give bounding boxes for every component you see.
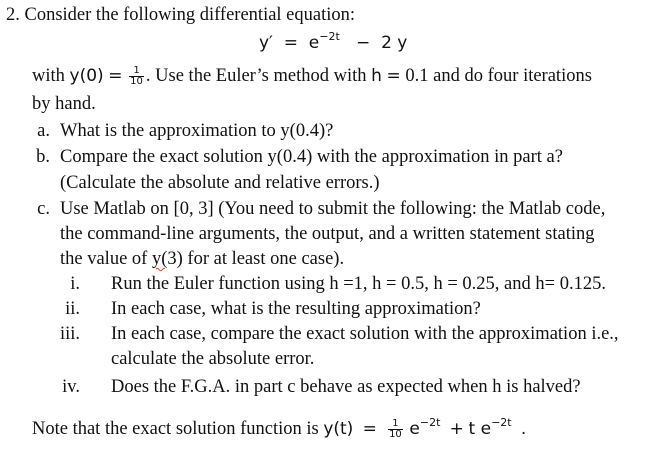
eq-term1-exponent: −2t xyxy=(319,30,340,43)
iteration-instruction: 0.1 and do four iterations xyxy=(405,66,592,86)
note-frac-num: 1 xyxy=(388,419,403,430)
eq-term2: 2 y xyxy=(381,33,408,53)
subpart-iii-text: In each case, compare the exact solution with the approximation i.e., xyxy=(111,324,619,344)
initial-frac-num: 1 xyxy=(129,66,144,77)
spellcheck-underline: y( xyxy=(151,249,168,269)
note-plus: + xyxy=(449,419,464,439)
part-b-marker: b. xyxy=(36,147,50,167)
part-a-text: What is the approximation to y(0.4)? xyxy=(60,121,334,141)
euler-instruction: . Use the Euler’s method with xyxy=(145,66,367,86)
subpart-iii-continuation: calculate the absolute error. xyxy=(111,349,315,369)
eq-term1: e xyxy=(308,33,320,53)
subpart-iii-marker: iii. xyxy=(59,324,80,344)
subpart-iv-text: Does the F.G.A. in part c behave as expected when h is halved? xyxy=(111,377,581,397)
problem-intro: Consider the following differential equation: xyxy=(24,5,356,25)
note-fraction xyxy=(388,419,403,440)
part-c-line1: Use Matlab on [0, 3] (You need to submit the following: the Matlab code, xyxy=(60,199,606,219)
initial-frac-den: 10 xyxy=(130,76,143,88)
subpart-i-text: Run the Euler function using h =1, h = 0.5, h = 0.25, and h= 0.125. xyxy=(111,274,606,294)
note-e2-exponent: −2t xyxy=(491,416,512,429)
part-c-line3-start: the value of xyxy=(60,249,152,269)
problem-heading xyxy=(6,4,355,26)
initial-fraction xyxy=(129,66,144,87)
problem-number: 2. xyxy=(6,5,20,25)
part-b-line1: Compare the exact solution y(0.4) with the approximation in part a? xyxy=(60,147,563,167)
note-e1: e xyxy=(409,419,420,439)
eq-equals: = xyxy=(283,33,298,53)
step-size-symbol: h xyxy=(371,66,382,86)
with-word: with xyxy=(32,66,65,86)
initial-equals: = xyxy=(108,66,123,86)
subpart-ii-marker: ii. xyxy=(65,299,80,319)
eq-minus: − xyxy=(356,33,371,53)
differential-equation xyxy=(259,32,407,56)
part-a-marker: a. xyxy=(37,121,50,141)
subpart-ii-text: In each case, what is the resulting approximation? xyxy=(111,299,481,319)
initial-condition-line xyxy=(32,65,592,87)
note-func: y(t) xyxy=(323,419,354,439)
part-c-line3 xyxy=(60,248,344,270)
initial-condition: y(0) xyxy=(69,66,104,86)
subpart-iv-marker: iv. xyxy=(62,377,80,397)
part-c-marker: c. xyxy=(37,199,50,219)
eq-lhs: y′ xyxy=(259,33,273,53)
note-text: Note that the exact solution function is xyxy=(32,419,319,439)
note-frac-den: 10 xyxy=(389,429,402,441)
by-hand-line: by hand. xyxy=(32,94,96,114)
exact-solution-note xyxy=(32,418,526,442)
note-e1-exponent: −2t xyxy=(419,416,441,429)
part-c-line2: the command-line arguments, the output, and a written statement stating xyxy=(60,224,595,244)
note-equals: = xyxy=(362,419,377,439)
subpart-i-marker: i. xyxy=(70,274,80,294)
part-b-line2: (Calculate the absolute and relative errors.) xyxy=(60,173,380,193)
note-end: . xyxy=(520,419,527,439)
part-c-line3-end: 3) for at least one case). xyxy=(167,249,345,269)
step-size-equals: = xyxy=(386,66,401,86)
note-t-e: t e xyxy=(468,419,492,439)
